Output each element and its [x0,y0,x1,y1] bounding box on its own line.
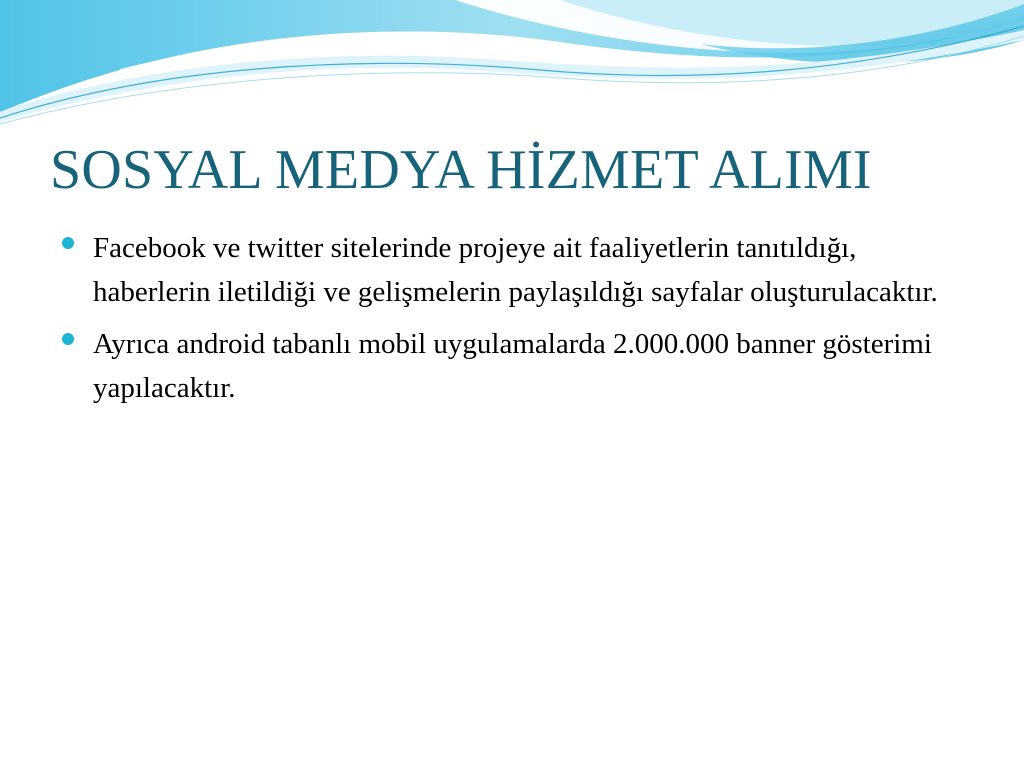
slide-title: SOSYAL MEDYA HİZMET ALIMI [50,139,872,201]
header-wave-decoration [0,0,1024,130]
bullet-list [62,226,962,418]
bullet-item [62,226,962,314]
bullet-item [62,322,962,410]
bullet-text: Ayrıca android tabanlı mobil uygulamalarda 2.000.000 banner gösterimi yapılacaktır. [93,328,932,404]
bullet-dot-icon [62,237,74,249]
bullet-dot-icon [62,333,74,345]
bullet-text: Facebook ve twitter sitelerinde projeye ait faaliyetlerin tanıtıldığı, haberlerin iletildiği ve gelişmelerin paylaşıldığı sayfalar oluşturulacaktır. [93,232,938,308]
